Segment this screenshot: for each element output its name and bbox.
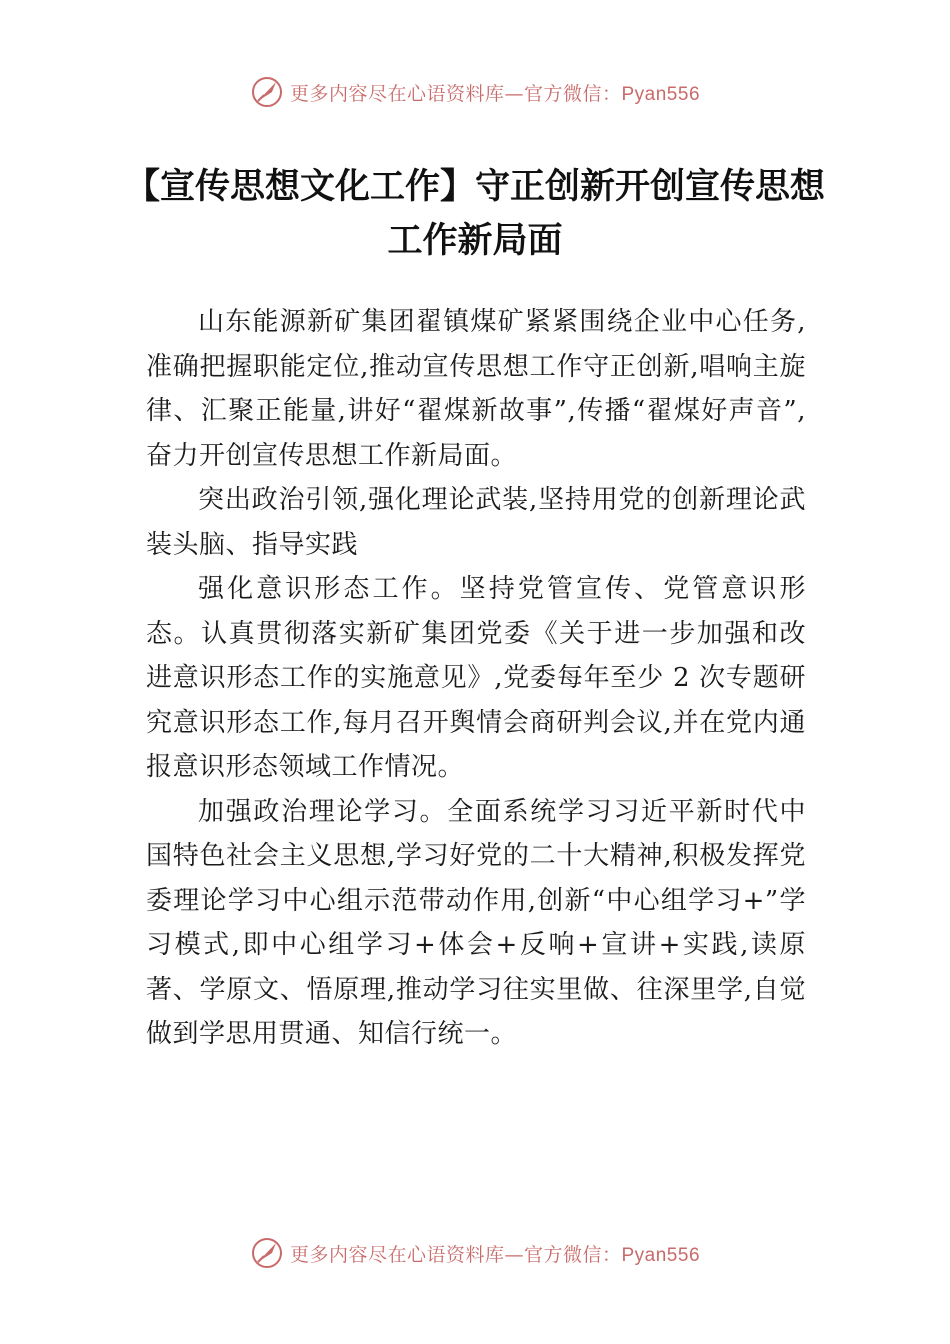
- quill-logo-icon: [250, 1236, 284, 1270]
- paragraph: 山东能源新矿集团翟镇煤矿紧紧围绕企业中心任务,准确把握职能定位,推动宣传思想工作守正创新,唱响主旋律、汇聚正能量,讲好“翟煤新故事”,传播“翟煤好声音”,奋力开创宣传思想工作新局面。: [146, 307, 806, 471]
- paragraph: 加强政治理论学习。全面系统学习习近平新时代中国特色社会主义思想,学习好党的二十大精神,积极发挥党委理论学习中心组示范带动作用,创新“中心组学习+”学习模式,即中心组学习+体会+反响+宣讲+实践,读原著、学原文、悟原理,推动学习往实里做、往深里学,自觉做到学思用贯通、知信行统一。: [146, 796, 806, 1049]
- document-body: [146, 300, 806, 1057]
- paragraph: 突出政治引领,强化理论武装,坚持用党的创新理论武装头脑、指导实践: [146, 485, 806, 560]
- paragraph: 强化意识形态工作。坚持党管宣传、党管意识形态。认真贯彻落实新矿集团党委《关于进一步加强和改进意识形态工作的实施意见》,党委每年至少 2 次专题研究意识形态工作,每月召开舆情会商研判会议,并在党内通报意识形态领域工作情况。: [146, 574, 806, 782]
- banner-promo-text: 更多内容尽在心语资料库—官方微信：: [289, 1243, 622, 1266]
- banner-text: [290, 79, 700, 106]
- banner-wechat-id: Pyan556: [621, 83, 701, 105]
- header-banner: [0, 72, 950, 112]
- banner-text: [290, 1240, 700, 1267]
- quill-logo-icon: [250, 75, 284, 109]
- banner-promo-text: 更多内容尽在心语资料库—官方微信：: [289, 82, 622, 105]
- banner-wechat-id: Pyan556: [621, 1244, 701, 1266]
- document-title: 【宣传思想文化工作】守正创新开创宣传思想工作新局面: [124, 167, 825, 261]
- footer-banner: [0, 1233, 950, 1273]
